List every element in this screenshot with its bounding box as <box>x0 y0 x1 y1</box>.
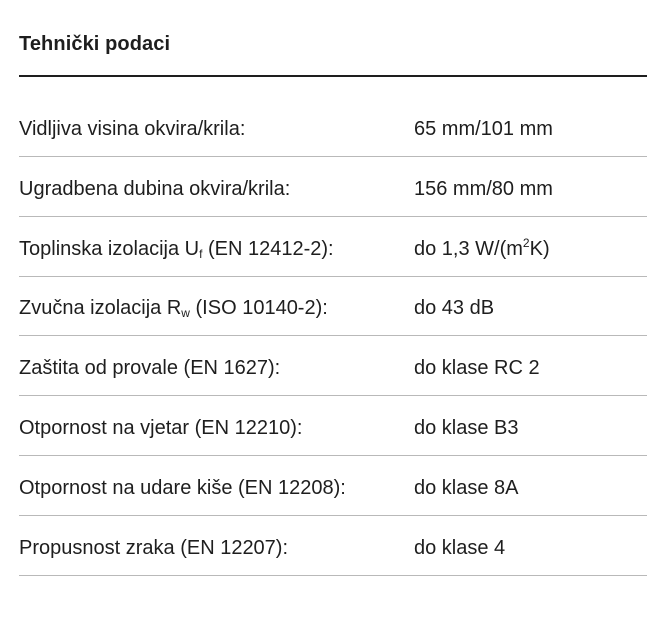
spec-row <box>19 159 647 217</box>
spec-row <box>19 518 647 576</box>
spec-value: do 43 dB <box>414 297 495 320</box>
spec-row <box>19 458 647 516</box>
spec-value: do klase RC 2 <box>414 357 540 380</box>
spec-table <box>19 99 647 577</box>
spec-value: 156 mm/80 mm <box>414 177 553 200</box>
spec-label: Toplinska izolacija $U_f$ (EN 12412-2): <box>19 237 334 261</box>
spec-label: Otpornost na udare kiše (EN 12208): <box>19 476 346 499</box>
spec-value: do klase 4 <box>414 536 506 559</box>
spec-row <box>19 219 647 277</box>
spec-label: Zaštita od provale (EN 1627): <box>19 357 281 380</box>
section-title: Tehnički podaci <box>19 33 171 55</box>
spec-row <box>19 338 647 396</box>
spec-value: do 1,3 $W/(m^2K)$ <box>414 235 550 260</box>
spec-label: Zvučna izolacija $R_w$ (ISO 10140-2): <box>19 297 328 321</box>
spec-label: Otpornost na vjetar (EN 12210): <box>19 416 303 439</box>
spec-label: Ugradbena dubina okvira/krila: <box>19 177 291 200</box>
spec-value: do klase 8A <box>414 476 519 499</box>
spec-row <box>19 398 647 456</box>
spec-label: Propusnost zraka (EN 12207): <box>19 536 289 559</box>
spec-value: 65 mm/101 mm <box>414 118 553 140</box>
spec-row <box>19 99 647 157</box>
spec-label: Vidljiva visina okvira/krila: <box>19 118 246 140</box>
spec-row <box>19 278 647 336</box>
spec-value: do klase B3 <box>414 416 519 439</box>
title-divider <box>19 75 647 77</box>
